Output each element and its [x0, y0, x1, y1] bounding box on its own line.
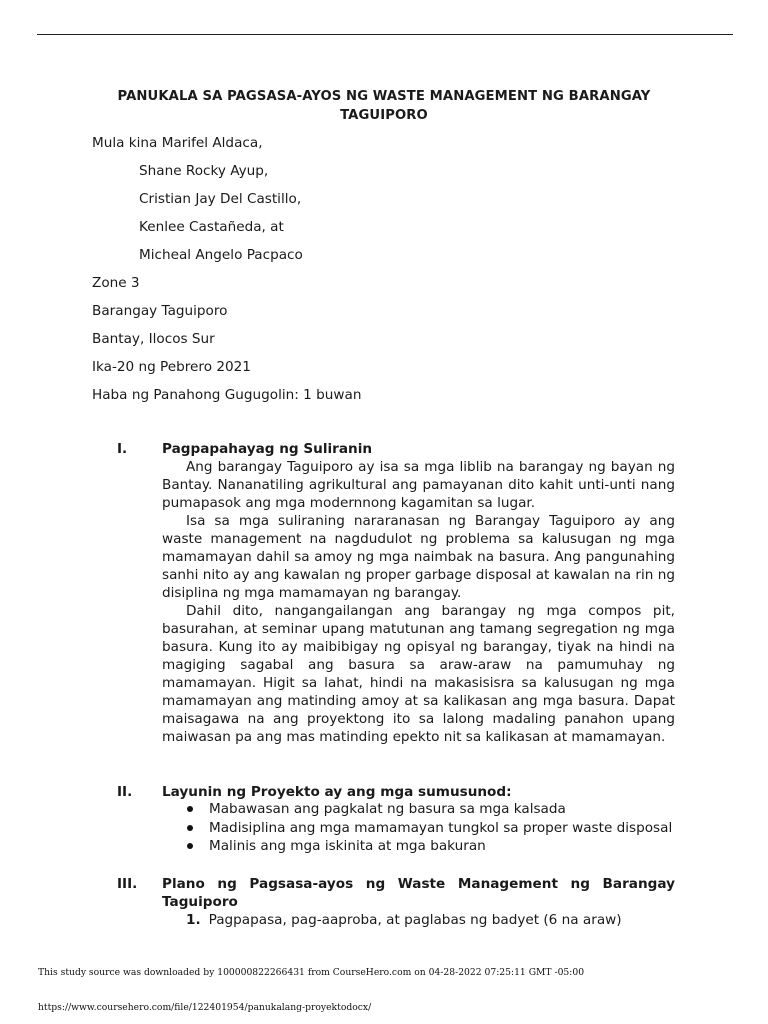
list-item	[162, 837, 702, 856]
list-item	[162, 819, 702, 838]
paragraph: Dahil dito, nangangailangan ang barangay ng mga compos pit, basurahan, at seminar upang matutunan ang tamang segregation ng mga basura. Kung ito ay maibibigay ng opisyal ng barangay, tiyak na hindi na magiging sagabal ang basura sa araw-araw na pamumuhay ng mamamayan. Higit sa lahat, hindi na makasisisra sa kalusugan ng mga mamamayan ang matinding amoy at sa kalikasan ang mga basura. Dapat maisagawa na ang proyektong ito sa lalong madaling panahon upang maiwasan pa ang mas matinding epekto nit sa kalikasan at mamamayan.	[162, 603, 675, 745]
bullet-icon	[187, 843, 193, 849]
section-heading-continued: Taguiporo	[162, 894, 238, 910]
plan-item-text: Pagpapasa, pag-aaproba, at paglabas ng badyet (6 na araw)	[208, 912, 622, 928]
author-line: Kenlee Castañeda, at	[139, 219, 284, 235]
barangay-line: Barangay Taguiporo	[92, 303, 228, 319]
paragraph: Ang barangay Taguiporo ay isa sa mga liblib na barangay ng bayan ng Bantay. Nananatiling agrikultural ang pamayanan dito kahit unti-unti nang pumapasok ang mga modernnong kagamitan sa lugar.	[162, 459, 675, 511]
paragraph: Isa sa mga suliraning nararanasan ng Barangay Taguiporo ay ang waste management na nagdudulot ng problema sa kalusugan ng mga mamamayan dahil sa amoy ng mga naimbak na basura. Ang pangunahing sanhi nito ay ang kawalan ng proper garbage disposal at kawalan na rin ng disiplina ng mga mamamayan ng barangay.	[162, 513, 675, 601]
author-line: Micheal Angelo Pacpaco	[139, 247, 303, 263]
bullet-icon	[187, 806, 193, 812]
download-source-note: This study source was downloaded by 100000822266431 from CourseHero.com on 04-28-2022 07:25:11 GMT -05:00	[38, 967, 585, 978]
plan-item-number: 1.	[186, 912, 201, 928]
author-line: Cristian Jay Del Castillo,	[139, 191, 302, 207]
duration-line: Haba ng Panahong Gugugolin: 1 buwan	[92, 387, 362, 403]
source-url: https://www.coursehero.com/file/122401954/panukalang-proyektodocx/	[38, 1002, 372, 1013]
section-numeral: I.	[117, 441, 128, 457]
objectives-list	[162, 800, 702, 856]
section-heading: Plano ng Pagsasa-ayos ng Waste Management ng Barangay	[162, 876, 675, 892]
list-item-text: Mabawasan ang pagkalat ng basura sa mga kalsada	[209, 801, 566, 817]
document-title: PANUKALA SA PAGSASA-AYOS NG WASTE MANAGEMENT NG BARANGAY TAGUIPORO	[117, 89, 651, 123]
list-item-text: Malinis ang mga iskinita at mga bakuran	[209, 838, 486, 854]
bullet-icon	[187, 825, 193, 831]
plan-item	[186, 911, 622, 929]
list-item-text: Madisiplina ang mga mamamayan tungkol sa proper waste disposal	[209, 819, 673, 836]
section-numeral: II.	[117, 784, 133, 800]
from-line: Mula kina Marifel Aldaca,	[92, 135, 263, 151]
list-item	[162, 800, 702, 819]
top-rule	[37, 34, 733, 35]
section-heading: Layunin ng Proyekto ay ang mga sumusunod:	[162, 784, 512, 800]
date-line: Ika-20 ng Pebrero 2021	[92, 359, 251, 375]
municipality-line: Bantay, Ilocos Sur	[92, 331, 215, 347]
zone-line: Zone 3	[92, 275, 140, 291]
section-heading: Pagpapahayag ng Suliranin	[162, 441, 373, 457]
author-line: Shane Rocky Ayup,	[139, 163, 269, 179]
section-numeral: III.	[117, 876, 138, 892]
